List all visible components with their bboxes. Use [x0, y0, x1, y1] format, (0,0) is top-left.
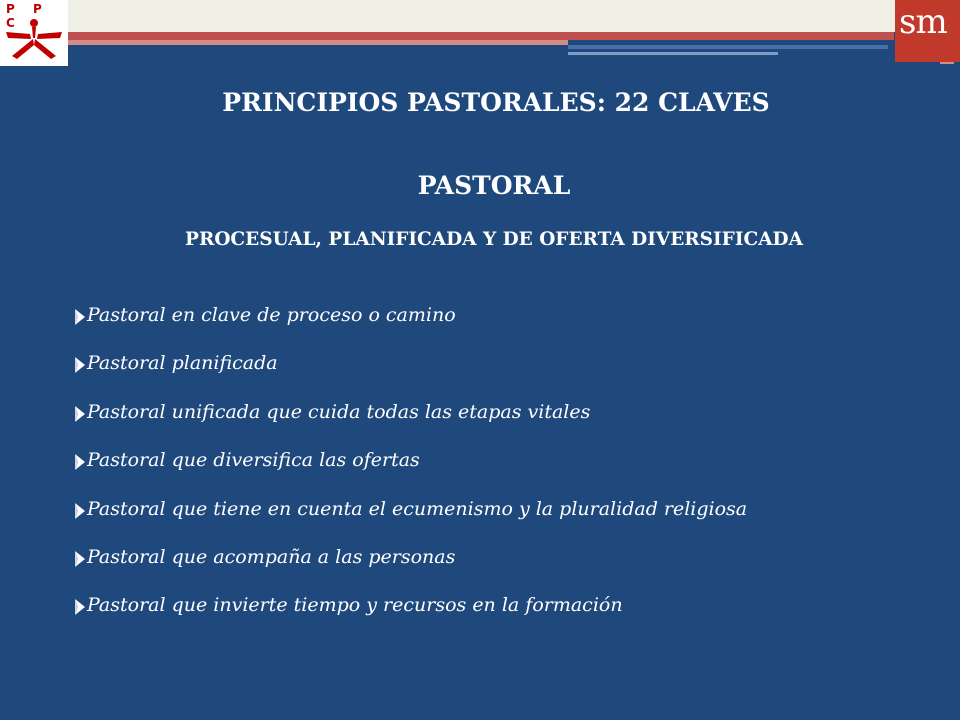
bullet-list [75, 304, 747, 643]
ppc-logo-text: P P C [6, 2, 49, 30]
slide-heading: PROCESUAL, PLANIFICADA Y DE OFERTA DIVERSIFICADA [185, 229, 803, 250]
sm-logo [895, 0, 960, 62]
list-item [75, 594, 747, 642]
slide-subtitle: PASTORAL [417, 171, 571, 200]
list-item [75, 498, 747, 546]
sm-logo-underline [940, 62, 954, 64]
arrowhead-bullet-icon [75, 454, 85, 470]
ppc-logo [0, 0, 68, 66]
header-stripe-blue [568, 45, 888, 49]
header-stripe-red [68, 32, 894, 40]
arrowhead-bullet-icon [75, 551, 85, 567]
ppc-figure-icon [4, 18, 64, 62]
list-item [75, 401, 747, 449]
header-stripe-light-red [68, 40, 568, 45]
arrowhead-bullet-icon [75, 309, 85, 325]
arrowhead-bullet-icon [75, 357, 85, 373]
list-item [75, 352, 747, 400]
list-item-text: Pastoral unificada que cuida todas las etapas vitales [87, 400, 591, 423]
sm-logo-text: sm [899, 2, 947, 42]
list-item [75, 546, 747, 594]
list-item [75, 449, 747, 497]
arrowhead-bullet-icon [75, 406, 85, 422]
slide-title: PRINCIPIOS PASTORALES: 22 CLAVES [222, 88, 770, 117]
arrowhead-bullet-icon [75, 503, 85, 519]
list-item-text: Pastoral que tiene en cuenta el ecumenismo y la pluralidad religiosa [87, 497, 748, 520]
header-stripe-light-blue [568, 52, 778, 55]
list-item-text: Pastoral en clave de proceso o camino [87, 304, 456, 326]
list-item-text: Pastoral planificada [87, 352, 278, 375]
list-item-text: Pastoral que acompaña a las personas [87, 545, 456, 568]
list-item [75, 304, 747, 352]
list-item-text: Pastoral que invierte tiempo y recursos en la formación [87, 594, 623, 617]
arrowhead-bullet-icon [75, 599, 85, 615]
header-bar [0, 0, 960, 32]
list-item-text: Pastoral que diversifica las ofertas [87, 449, 420, 472]
